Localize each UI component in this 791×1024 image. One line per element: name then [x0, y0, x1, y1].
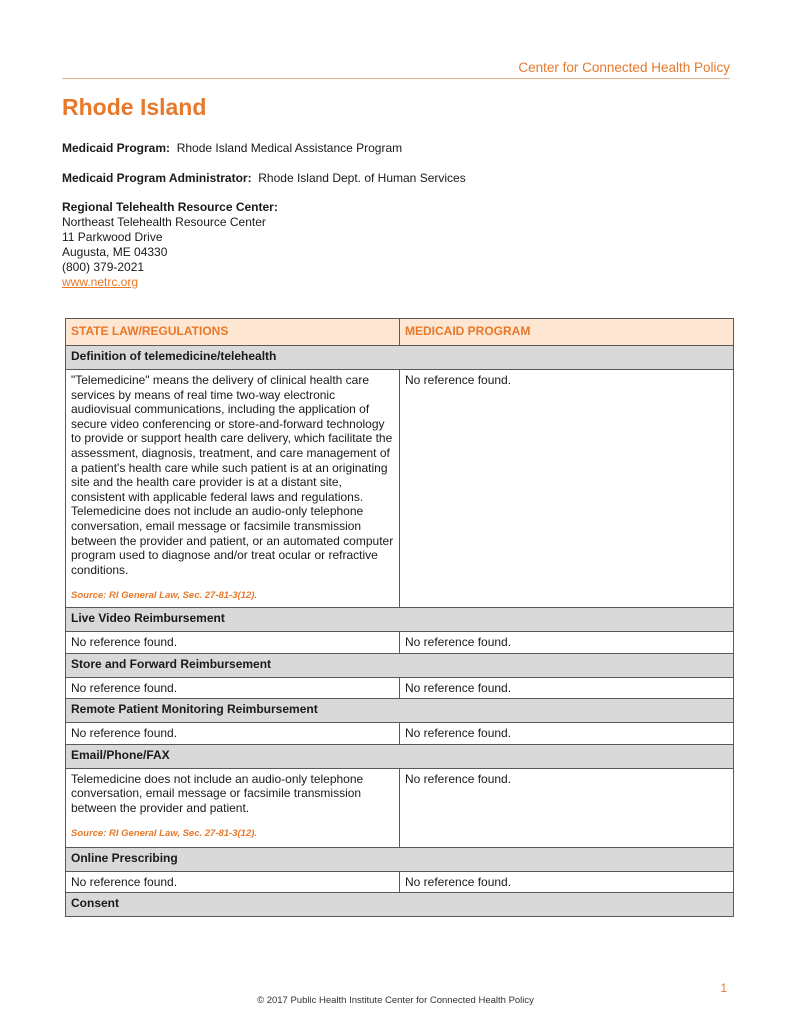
state-law-cell: No reference found. — [66, 723, 400, 745]
page-header — [62, 58, 730, 79]
resource-center-name: Northeast Telehealth Resource Center — [62, 215, 266, 229]
section-row — [66, 607, 734, 631]
section-title: Definition of telemedicine/telehealth — [66, 346, 734, 370]
state-law-cell — [66, 768, 400, 847]
section-row — [66, 847, 734, 871]
section-row — [66, 699, 734, 723]
resource-center-address1: 11 Parkwood Drive — [62, 230, 163, 244]
administrator-value: Rhode Island Dept. of Human Services — [258, 171, 466, 185]
section-row — [66, 893, 734, 917]
resource-center-block — [62, 200, 278, 290]
section-title: Email/Phone/FAX — [66, 744, 734, 768]
medicaid-cell: No reference found. — [400, 677, 734, 699]
page-title: Rhode Island — [62, 94, 207, 120]
state-law-cell — [66, 370, 400, 608]
medicaid-cell: No reference found. — [400, 723, 734, 745]
medicaid-cell: No reference found. — [400, 768, 734, 847]
medicaid-program-line — [62, 141, 402, 155]
table-row — [66, 677, 734, 699]
table-header-row — [66, 319, 734, 346]
administrator-label: Medicaid Program Administrator: — [62, 171, 252, 185]
state-law-cell: No reference found. — [66, 677, 400, 699]
medicaid-program-column-header: MEDICAID PROGRAM — [400, 319, 734, 346]
section-row — [66, 653, 734, 677]
table-row — [66, 723, 734, 745]
section-title: Remote Patient Monitoring Reimbursement — [66, 699, 734, 723]
section-title: Live Video Reimbursement — [66, 607, 734, 631]
medicaid-cell: No reference found. — [400, 370, 734, 608]
table-row — [66, 871, 734, 893]
state-law-column-header: STATE LAW/REGULATIONS — [66, 319, 400, 346]
state-law-text: Telemedicine does not include an audio-only telephone conversation, email message or facsimile transmission between the provider and patient. — [71, 771, 364, 815]
section-title: Consent — [66, 893, 734, 917]
page-number: 1 — [720, 981, 727, 995]
source-citation: Source: RI General Law, Sec. 27-81-3(12). — [71, 590, 258, 602]
section-title: Store and Forward Reimbursement — [66, 653, 734, 677]
state-law-text: "Telemedicine" means the delivery of clinical health care services by means of real time two-way electronic audiovisual communications, including the application of secure video conferencing or store-and-forward technology to provide or support health care delivery, which facilitate the assessment, diagnosis, treatment, and care management of a patient's health care while such patient is at an originating site and the health care provider is at a distant site, consistent with applicable federal laws and regulations. Telemedicine does not include an audio-only telephone conversation, email message or facsimile transmission between the provider and patient, or an automated computer program used to diagnose and/or treat ocular or refractive conditions. — [71, 373, 394, 577]
medicaid-program-label: Medicaid Program: — [62, 141, 171, 155]
source-citation: Source: RI General Law, Sec. 27-81-3(12). — [71, 828, 258, 840]
policy-table — [65, 318, 734, 917]
administrator-line — [62, 171, 466, 185]
state-law-cell: No reference found. — [66, 631, 400, 653]
resource-center-address2: Augusta, ME 04330 — [62, 245, 168, 259]
section-row — [66, 744, 734, 768]
table-row — [66, 631, 734, 653]
resource-center-website-link[interactable]: www.netrc.org — [62, 275, 139, 289]
medicaid-cell: No reference found. — [400, 631, 734, 653]
section-title: Online Prescribing — [66, 847, 734, 871]
medicaid-program-value: Rhode Island Medical Assistance Program — [176, 141, 403, 155]
state-law-cell: No reference found. — [66, 871, 400, 893]
section-row — [66, 346, 734, 370]
table-row — [66, 370, 734, 608]
header-org-name: Center for Connected Health Policy — [518, 60, 730, 75]
medicaid-cell: No reference found. — [400, 871, 734, 893]
footer-copyright: © 2017 Public Health Institute Center for Connected Health Policy — [257, 995, 534, 1006]
table-row — [66, 768, 734, 847]
resource-center-label: Regional Telehealth Resource Center: — [62, 200, 278, 214]
resource-center-phone: (800) 379-2021 — [62, 260, 145, 274]
